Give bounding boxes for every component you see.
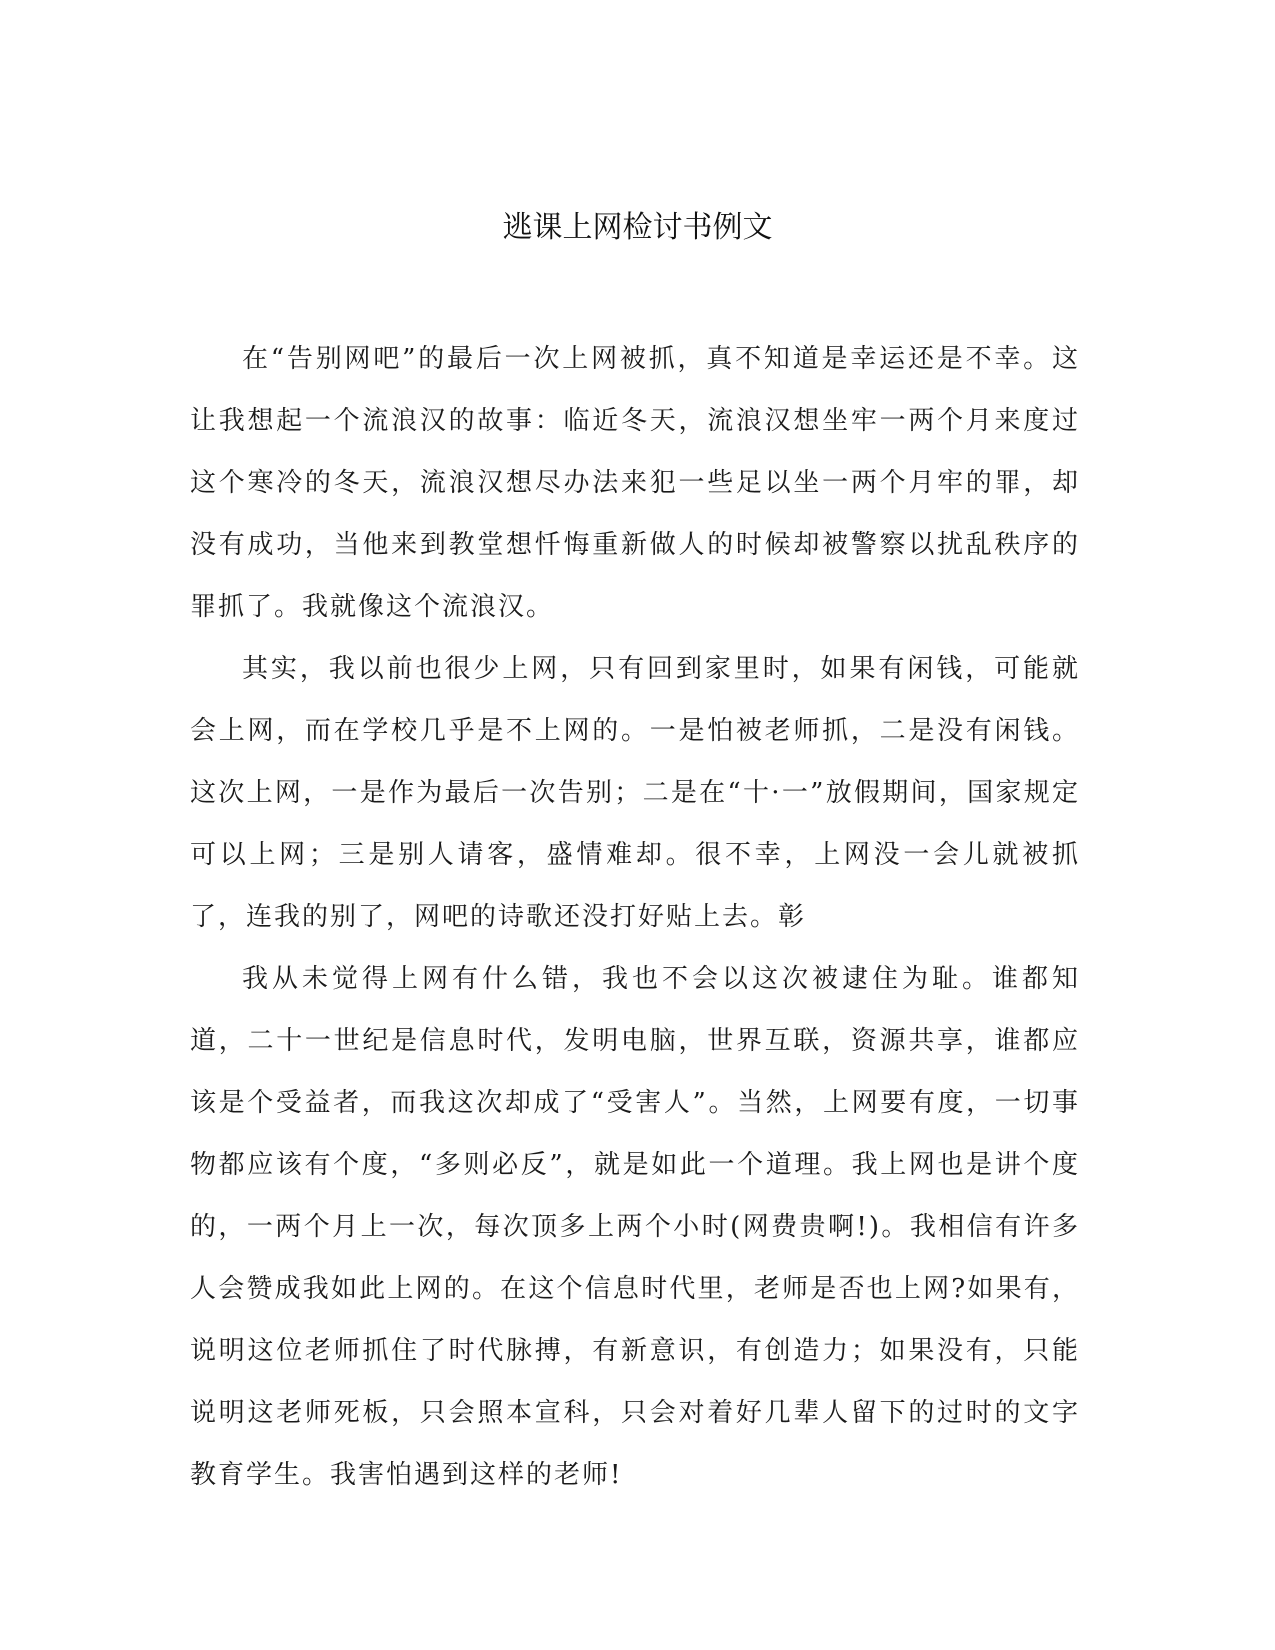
paragraph-1: 在“告别网吧”的最后一次上网被抓，真不知道是幸运还是不幸。这让我想起一个流浪汉的故事：临近冬天，流浪汉想坐牢一两个月来度过这个寒冷的冬天，流浪汉想尽办法来犯一些足以坐一两个月牢的罪，却没有成功，当他来到教堂想忏悔重新做人的时候却被警察以扰乱秩序的罪抓了。我就像这个流浪汉。 (190, 344, 1080, 622)
paragraph-2: 其实，我以前也很少上网，只有回到家里时，如果有闲钱，可能就会上网，而在学校几乎是不上网的。一是怕被老师抓，二是没有闲钱。这次上网，一是作为最后一次告别；二是在“十·一”放假期间，国家规定可以上网；三是别人请客，盛情难却。很不幸，上网没一会儿就被抓了，连我的别了，网吧的诗歌还没打好贴上去。彰 (190, 654, 1080, 932)
document-title: 逃课上网检讨书例文 (502, 210, 773, 245)
document-body (190, 328, 1080, 1506)
paragraph-3: 我从未觉得上网有什么错，我也不会以这次被逮住为耻。谁都知道，二十一世纪是信息时代，发明电脑，世界互联，资源共享，谁都应该是个受益者，而我这次却成了“受害人”。当然，上网要有度，一切事物都应该有个度，“多则必反”，就是如此一个道理。我上网也是讲个度的，一两个月上一次，每次顶多上两个小时(网费贵啊!)。我相信有许多人会赞成我如此上网的。在这个信息时代里，老师是否也上网?如果有，说明这位老师抓住了时代脉搏，有新意识，有创造力；如果没有，只能说明这老师死板，只会照本宣科，只会对着好几辈人留下的过时的文字教育学生。我害怕遇到这样的老师! (190, 964, 1080, 1490)
